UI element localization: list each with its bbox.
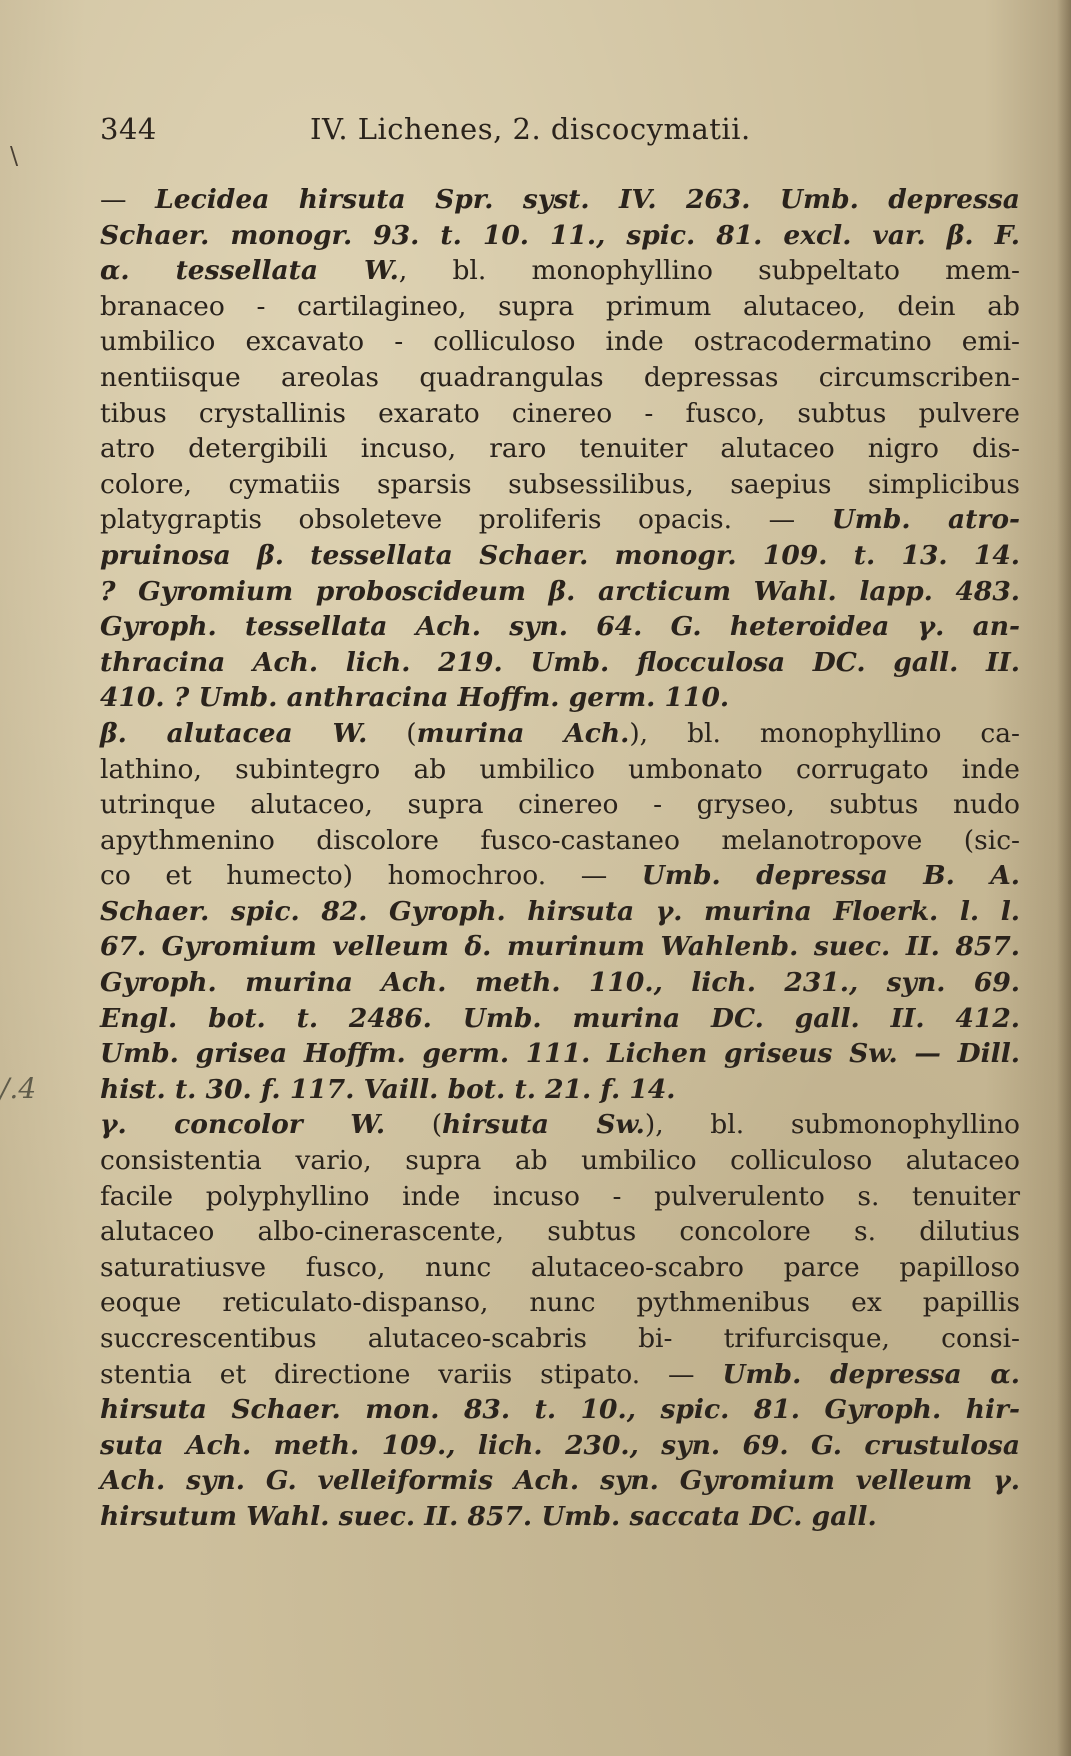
citation-text: Umb. atro- [831, 504, 1020, 536]
text-line [100, 1143, 1020, 1179]
text-line [100, 858, 1020, 894]
text-line [100, 574, 1020, 610]
citation-text: Schaer. monogr. 93. t. 10. 11., spic. 81. excl. var. β. F. [100, 219, 1020, 251]
citation-text: hirsuta Sw. [442, 1109, 645, 1141]
description-text: eoque reticulato-dispanso, nunc pythmenibus ex papillis [100, 1287, 1020, 1319]
text-line [100, 645, 1020, 681]
description-text: facile polyphyllino inde incuso - pulverulento s. tenuiter [100, 1180, 1020, 1212]
citation-text: Umb. depressa B. A. [641, 860, 1020, 892]
text-line [100, 218, 1020, 254]
description-text: apythmenino discolore fusco-castaneo melanotropove (sic- [100, 824, 1020, 856]
description-text: atro detergibili incuso, raro tenuiter alutaceo nigro dis- [100, 433, 1020, 465]
text-line [100, 182, 1020, 218]
description-text: nentiisque areolas quadrangulas depressas circumscriben- [100, 361, 1020, 393]
text-line [100, 1179, 1020, 1215]
text-line [100, 289, 1020, 325]
paragraph [100, 716, 1020, 1108]
text-line [100, 787, 1020, 823]
citation-text: Schaer. spic. 82. Gyroph. hirsuta γ. murina Floerk. l. l. [100, 895, 1020, 927]
text-line [100, 538, 1020, 574]
description-text: saturatiusve fusco, nunc alutaceo-scabro parce papilloso [100, 1251, 1020, 1283]
text-line [100, 1214, 1020, 1250]
text-line [100, 1463, 1020, 1499]
description-text: ), bl. monophyllino ca- [629, 717, 1021, 749]
text-line [100, 1357, 1020, 1393]
citation-text: pruinosa β. tessellata Schaer. monogr. 109. t. 13. 14. [100, 539, 1020, 571]
running-head [100, 112, 1020, 158]
citation-text: hist. t. 30. f. 117. Vaill. bot. t. 21. f. 14. [100, 1073, 676, 1105]
description-text: colore, cymatiis sparsis subsessilibus, saepius simplicibus [100, 468, 1020, 500]
text-line [100, 253, 1020, 289]
description-text: umbilico excavato - colliculoso inde ostracodermatino emi- [100, 326, 1020, 358]
page-number: 344 [100, 112, 157, 146]
citation-text: ? Gyromium proboscideum β. arcticum Wahl. lapp. 483. [100, 575, 1020, 607]
citation-text: Umb. depressa α. [722, 1358, 1020, 1390]
description-text: consistentia vario, supra ab umbilico colliculoso alutaceo [100, 1145, 1020, 1177]
text-line [100, 324, 1020, 360]
text-line [100, 680, 1020, 716]
citation-text: Umb. grisea Hoffm. germ. 111. Lichen griseus Sw. — Dill. [100, 1038, 1020, 1070]
citation-text: 67. Gyromium velleum δ. murinum Wahlenb. suec. II. 857. [100, 931, 1020, 963]
text-line [100, 1499, 1020, 1535]
citation-text: α. tessellata W. [100, 255, 399, 287]
text-line [100, 1428, 1020, 1464]
book-page [100, 112, 1020, 1535]
citation-text: β. alutacea W. [100, 717, 368, 749]
citation-text: suta Ach. meth. 109., lich. 230., syn. 69. G. crustulosa [100, 1429, 1020, 1461]
text-line [100, 1321, 1020, 1357]
citation-text: murina Ach. [416, 717, 630, 749]
text-line [100, 823, 1020, 859]
citation-text: Engl. bot. t. 2486. Umb. murina DC. gall. II. 412. [100, 1002, 1020, 1034]
text-line [100, 1001, 1020, 1037]
description-text: — [100, 184, 156, 215]
description-text: branaceo - cartilagineo, supra primum alutaceo, dein ab [100, 290, 1020, 322]
description-text: platygraptis obsoleteve proliferis opacis. — [100, 504, 832, 536]
corner-mark: \ [10, 142, 19, 170]
description-text: utrinque alutaceo, supra cinereo - gryseo, subtus nudo [100, 789, 1020, 821]
text-line [100, 894, 1020, 930]
paragraph [100, 1107, 1020, 1534]
text-line [100, 965, 1020, 1001]
citation-text: 410. ? Umb. anthracina Hoffm. germ. 110. [100, 682, 730, 714]
running-title: IV. Lichenes, 2. discocymatii. [310, 112, 751, 146]
text-line [100, 431, 1020, 467]
description-text: tibus crystallinis exarato cinereo - fusco, subtus pulvere [100, 397, 1020, 429]
paragraph [100, 182, 1020, 716]
text-line [100, 1107, 1020, 1143]
description-text: stentia et directione variis stipato. — [100, 1358, 723, 1390]
citation-text: Gyroph. murina Ach. meth. 110., lich. 231., syn. 69. [100, 967, 1020, 999]
citation-text: γ. concolor W. [100, 1109, 386, 1141]
citation-text: Gyroph. tessellata Ach. syn. 64. G. heteroidea γ. an- [100, 611, 1020, 643]
text-line [100, 752, 1020, 788]
description-text: ), bl. submonophyllino [644, 1109, 1020, 1141]
text-line [100, 502, 1020, 538]
body-text [100, 182, 1020, 1535]
text-line [100, 716, 1020, 752]
citation-text: hirsuta Schaer. mon. 83. t. 10., spic. 81. Gyroph. hir- [100, 1394, 1020, 1426]
description-text: co et humecto) homochroo. — [100, 860, 642, 892]
text-line [100, 1072, 1020, 1108]
description-text: ( [367, 717, 417, 749]
text-line [100, 1392, 1020, 1428]
page-edge-shadow [1057, 0, 1071, 1756]
citation-text: hirsutum Wahl. suec. II. 857. Umb. saccata DC. gall. [100, 1500, 877, 1532]
citation-text: Lecidea hirsuta Spr. syst. IV. 263. Umb. depressa [155, 184, 1020, 215]
text-line [100, 609, 1020, 645]
text-line [100, 929, 1020, 965]
text-line [100, 396, 1020, 432]
text-line [100, 360, 1020, 396]
description-text: ( [385, 1109, 443, 1141]
description-text: alutaceo albo-cinerascente, subtus concolore s. dilutius [100, 1216, 1020, 1248]
margin-annotation: /.4 [0, 1072, 37, 1105]
text-line [100, 1036, 1020, 1072]
citation-text: Ach. syn. G. velleiformis Ach. syn. Gyromium velleum γ. [100, 1465, 1020, 1497]
text-line [100, 1250, 1020, 1286]
citation-text: thracina Ach. lich. 219. Umb. flocculosa DC. gall. II. [100, 646, 1020, 678]
description-text: succrescentibus alutaceo-scabris bi- trifurcisque, consi- [100, 1323, 1020, 1354]
text-line [100, 1285, 1020, 1321]
text-line [100, 467, 1020, 503]
description-text: lathino, subintegro ab umbilico umbonato corrugato inde [100, 753, 1020, 785]
description-text: , bl. monophyllino subpeltato mem- [398, 255, 1020, 287]
